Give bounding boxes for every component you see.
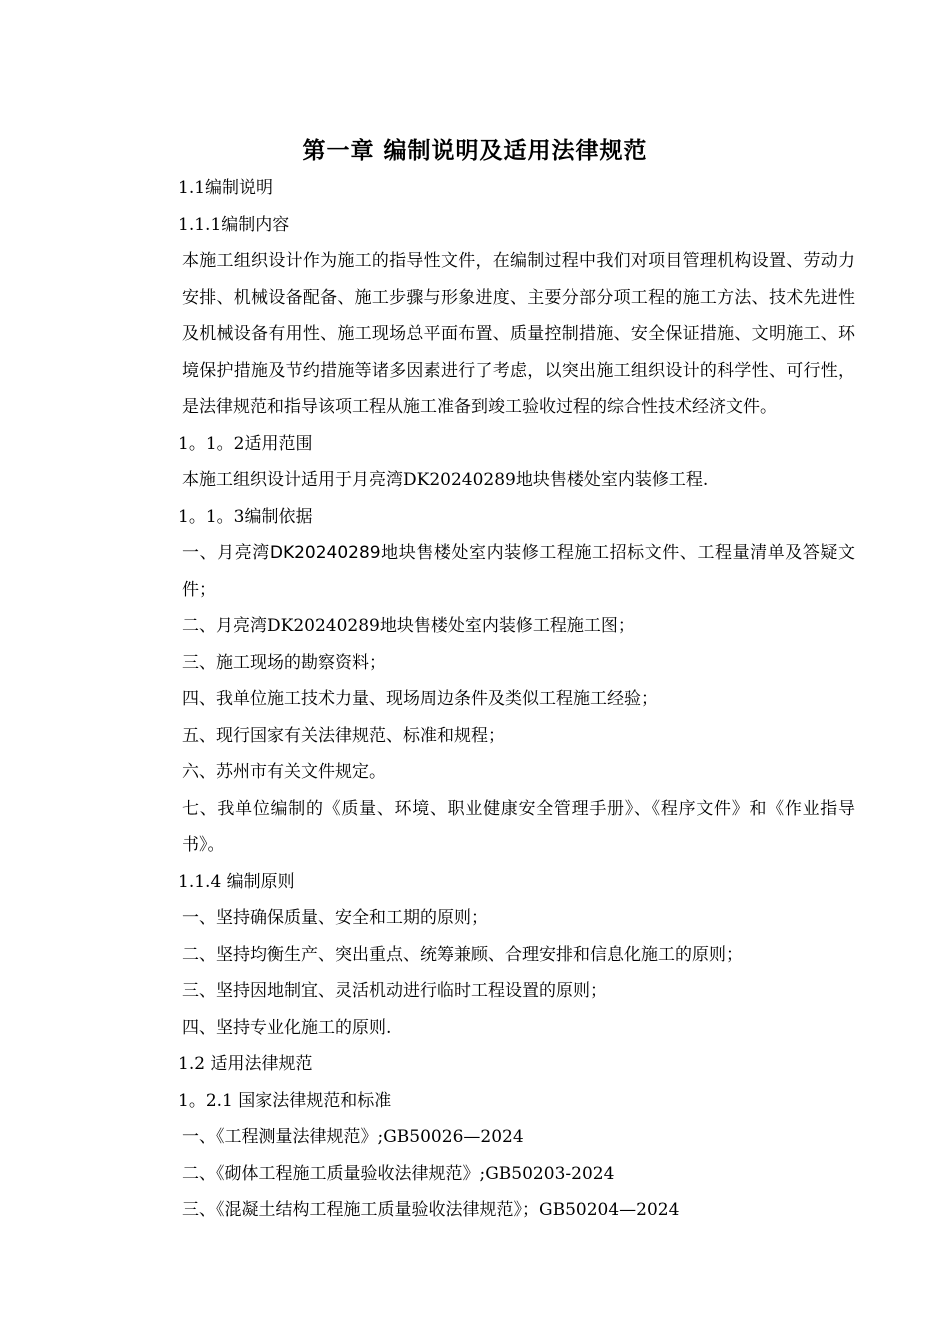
chapter-title: 第一章 编制说明及适用法律规范 (302, 138, 648, 164)
section-heading-1-1-2: 1。1。2适用范围 (178, 433, 313, 454)
section-heading-1-1-3: 1。1。3编制依据 (178, 506, 313, 527)
basis-item-7: 七、我单位编制的《质量、环境、职业健康安全管理手册》、《程序文件》和《作业指导书》。 (182, 798, 855, 855)
basis-item-5: 五、现行国家有关法律规范、标准和规程； (182, 725, 505, 746)
basis-item-1: 一、月亮湾DK20240289地块售楼处室内装修工程施工招标文件、工程量清单及答疑文件； (182, 543, 855, 600)
standard-item-2: 二、《砌体工程施工质量验收法律规范》;GB50203-2024 (182, 1163, 615, 1184)
principle-item-2: 二、坚持均衡生产、突出重点、统筹兼顾、合理安排和信息化施工的原则； (182, 944, 743, 965)
basis-item-6: 六、苏州市有关文件规定。 (182, 762, 386, 782)
section-heading-1-1: 1.1编制说明 (178, 178, 274, 198)
basis-item-3: 三、施工现场的勘察资料； (182, 652, 386, 673)
document-body (145, 170, 855, 1229)
section-heading-1-1-1: 1.1.1编制内容 (178, 214, 290, 235)
section-heading-1-1-4: 1.1.4 编制原则 (178, 871, 295, 892)
principle-item-4: 四、坚持专业化施工的原则. (182, 1017, 392, 1038)
standard-item-3: 三、《混凝土结构工程施工质量验收法律规范》；GB50204—2024 (182, 1200, 680, 1220)
principle-item-3: 三、坚持因地制宜、灵活机动进行临时工程设置的原则； (182, 981, 607, 1001)
paragraph-content: 本施工组织设计作为施工的指导性文件，在编制过程中我们对项目管理机构设置、劳动力安排、机械设备配备、施工步骤与形象进度、主要分部分项工程的施工方法、技术先进性及机械设备有用性、施工现场总平面布置、质量控制措施、安全保证措施、文明施工、环境保护措施及节约措施等诸多因素进行了考虑，以突出施工组织设计的科学性、可行性，是法律规范和指导该项工程从施工准备到竣工验收过程的综合性技术经济文件。 (182, 251, 855, 417)
section-heading-1-2: 1.2 适用法律规范 (178, 1054, 313, 1074)
standard-item-1: 一、《工程测量法律规范》;GB50026—2024 (182, 1127, 524, 1147)
basis-item-4: 四、我单位施工技术力量、现场周边条件及类似工程施工经验； (182, 689, 658, 709)
section-heading-1-2-1: 1。2.1 国家法律规范和标准 (178, 1090, 392, 1111)
principle-item-1: 一、坚持确保质量、安全和工期的原则； (182, 908, 488, 928)
paragraph-scope: 本施工组织设计适用于月亮湾DK20240289地块售楼处室内装修工程. (182, 470, 709, 490)
basis-item-2: 二、月亮湾DK20240289地块售楼处室内装修工程施工图； (182, 616, 635, 636)
